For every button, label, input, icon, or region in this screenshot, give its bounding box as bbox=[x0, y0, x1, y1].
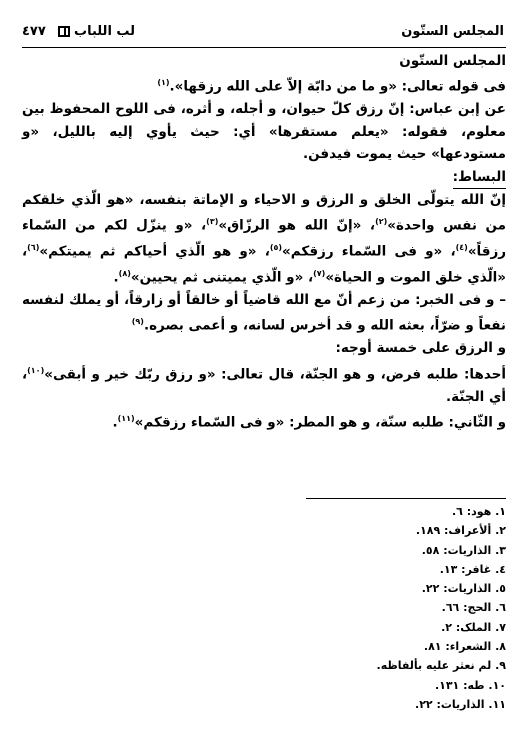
header-rule bbox=[22, 47, 506, 48]
text-segment: ، «و الّذي يميتنى ثم يحيين» bbox=[130, 269, 314, 286]
footnote: ١٠. طه: ١٣١. bbox=[434, 678, 506, 692]
text-segment: ، «و هو الّذي أحياكم ثم يميتكم» bbox=[39, 243, 270, 260]
footnote-ref: (٤) bbox=[455, 243, 468, 253]
running-title: المجلس الستّون bbox=[401, 24, 504, 39]
footnote-ref: (٧) bbox=[313, 269, 326, 279]
page-number: ٤٧٧ bbox=[22, 24, 46, 39]
book-icon bbox=[58, 26, 70, 37]
footnote: ٢. ألأعراف: ١٨٩. bbox=[415, 524, 506, 538]
text-segment: ، «و فى السّماء رزقكم» bbox=[282, 243, 456, 260]
paragraph-first-aspect bbox=[22, 360, 506, 408]
book-title: لب اللباب bbox=[74, 24, 136, 39]
footnote: ٨. الشعراء: ٨١. bbox=[423, 640, 506, 654]
footnote-ref: (١١) bbox=[117, 414, 135, 424]
text-segment: و الثّاني: طلبه سنّة، و هو المطر: «و فى السّماء رزقكم» bbox=[134, 414, 506, 431]
text-segment: . bbox=[113, 269, 119, 286]
verse-text: فى قوله تعالى: «و ما من دابّة إلاّ على الله رزقها». bbox=[169, 78, 506, 95]
footnote: ٩. لم نعثر عليه بألفاظه. bbox=[376, 659, 506, 673]
footnote-ref: (٢) bbox=[375, 217, 388, 227]
paragraph-bisat bbox=[22, 189, 506, 289]
text-segment: إنّ الله يتولّى الخلق و الرزق و الاحياء و الإماتة بنفسه، «هو الّذي خلقكم من نفس واحدة» bbox=[22, 191, 506, 234]
footnote: ٥. الذاريات: ٢٢. bbox=[421, 582, 506, 596]
paragraph-hadith bbox=[22, 289, 506, 337]
main-text bbox=[22, 50, 506, 434]
paragraph-rizq-aspects: و الرزق على خمسة أوجه: bbox=[335, 340, 506, 357]
footnote-ref: (٨) bbox=[118, 269, 131, 279]
footnote: ٤. غافر: ١٣. bbox=[439, 562, 506, 576]
footnote: ٣. الذاريات: ٥٨. bbox=[421, 543, 506, 557]
footnote-ref: (٥) bbox=[269, 243, 283, 253]
section-heading: المجلس الستّون bbox=[399, 53, 506, 69]
text-segment: . bbox=[112, 414, 118, 431]
text-segment: ، «إنّ الله هو الرزّاق» bbox=[218, 217, 376, 234]
footnote: ١١. الذاريات: ٢٢. bbox=[415, 697, 506, 711]
footnote: ١. هود: ٦. bbox=[451, 505, 506, 518]
document-page bbox=[22, 12, 506, 730]
footnote-ref: (٩) bbox=[131, 317, 144, 327]
text-segment: – و فى الخبر: من زعم أنّ مع الله قاضياً أو خالقاً أو زارقاً، أو يملك لنفسه نفعاً و ضرّاً، بعثه الله و قد أخرس لسانه، و أعمى بصره. bbox=[22, 292, 506, 334]
footnote-ref: (٣) bbox=[206, 217, 219, 227]
subheading-bisat: البساط: bbox=[453, 166, 506, 189]
footnote-ref: (٦) bbox=[27, 243, 40, 253]
text-segment: ، «و ينزّل لكم من السّماء رزقاً» bbox=[22, 217, 506, 260]
footnote-ref: (١) bbox=[157, 78, 170, 88]
footnote: ٦. الحج: ٦٦. bbox=[441, 601, 506, 615]
text-segment: أحدها: طلبه فرض، و هو الجنّة، قال تعالى: «و رزق ربّك خير و أبقى» bbox=[44, 366, 506, 383]
paragraph-second-aspect bbox=[22, 408, 506, 434]
footnotes-list bbox=[266, 502, 506, 714]
paragraph-verse bbox=[22, 72, 506, 98]
footnote-rule bbox=[306, 498, 506, 499]
footnote: ٧. الملک: ٢. bbox=[441, 620, 506, 634]
text-segment: ، «الّذي خلق الموت و الحياة» bbox=[22, 243, 506, 286]
footnote-ref: (١٠) bbox=[27, 365, 45, 375]
page-header bbox=[22, 24, 506, 44]
paragraph-ibn-abbas: عن إبن عباس: إنّ رزق كلّ حيوان، و أجله، و أثره، فى اللوح المحفوظ بين معلوم، فقوله: «يعلم مستقرها» أي: حيث يأوي إليه بالليل، «و مستودعها» حيث يموت فيدفن. bbox=[22, 101, 506, 163]
text-segment: ، أي الجنّة. bbox=[22, 366, 506, 405]
